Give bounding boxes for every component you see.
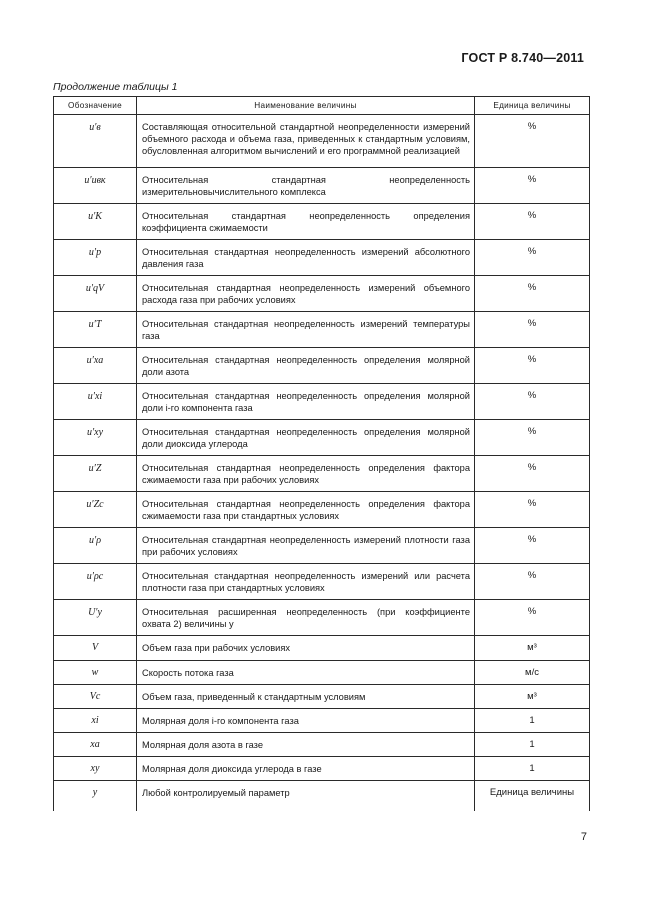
unit-cell: 1 — [475, 757, 590, 781]
name-cell: Относительная стандартная неопределенность измерительновычислительного комплекса — [137, 168, 475, 204]
symbol-cell: u′K — [54, 204, 137, 240]
unit-cell: % — [475, 312, 590, 348]
symbol-cell: u′xa — [54, 348, 137, 384]
name-cell: Относительная стандартная неопределенность определения фактора сжимаемости газа при стандартных условиях — [137, 492, 475, 528]
column-header-unit: Единица величины — [475, 97, 590, 115]
symbol-cell: u′в — [54, 115, 137, 168]
table-row — [54, 204, 590, 240]
symbol-cell: u′ивк — [54, 168, 137, 204]
table-row — [54, 492, 590, 528]
name-cell: Относительная стандартная неопределенность определения молярной доли диоксида углерода — [137, 420, 475, 456]
symbol-cell: y — [54, 781, 137, 811]
name-cell: Относительная стандартная неопределенность измерений объемного расхода газа при рабочих условиях — [137, 276, 475, 312]
unit-cell: % — [475, 240, 590, 276]
table-row — [54, 276, 590, 312]
symbol-cell: Vc — [54, 685, 137, 709]
table-row — [54, 420, 590, 456]
unit-cell: % — [475, 115, 590, 168]
name-cell: Молярная доля азота в газе — [137, 733, 475, 757]
table-row — [54, 733, 590, 757]
quantities-table — [53, 96, 590, 811]
symbol-cell: u′xi — [54, 384, 137, 420]
symbol-cell: U′y — [54, 600, 137, 636]
unit-cell: % — [475, 420, 590, 456]
table-row — [54, 528, 590, 564]
symbol-cell: w — [54, 661, 137, 685]
name-cell: Молярная доля диоксида углерода в газе — [137, 757, 475, 781]
page-number: 7 — [580, 831, 587, 843]
name-cell: Относительная стандартная неопределенность измерений плотности газа при рабочих условиях — [137, 528, 475, 564]
name-cell: Любой контролируемый параметр — [137, 781, 475, 811]
column-header-symbol: Обозначение — [54, 97, 137, 115]
symbol-cell: xy — [54, 757, 137, 781]
name-cell: Относительная стандартная неопределенность измерений температуры газа — [137, 312, 475, 348]
symbol-cell: u′T — [54, 312, 137, 348]
table-row — [54, 115, 590, 168]
name-cell: Относительная стандартная неопределенность определения коэффициента сжимаемости — [137, 204, 475, 240]
symbol-cell: u′xy — [54, 420, 137, 456]
name-cell: Относительная стандартная неопределенность определения фактора сжимаемости газа при рабочих условиях — [137, 456, 475, 492]
table-row — [54, 168, 590, 204]
symbol-cell: u′ρc — [54, 564, 137, 600]
unit-cell: % — [475, 204, 590, 240]
table-row — [54, 240, 590, 276]
unit-cell: % — [475, 528, 590, 564]
table-row — [54, 456, 590, 492]
unit-cell: 1 — [475, 733, 590, 757]
symbol-cell: u′Zc — [54, 492, 137, 528]
unit-cell: % — [475, 384, 590, 420]
unit-cell: Единица величины — [475, 781, 590, 811]
name-cell: Относительная стандартная неопределенность измерений или расчета плотности газа при стандартных условиях — [137, 564, 475, 600]
symbol-cell: u′ρ — [54, 528, 137, 564]
symbol-cell: u′Z — [54, 456, 137, 492]
symbol-cell: V — [54, 636, 137, 661]
unit-cell: м/с — [475, 661, 590, 685]
name-cell: Относительная стандартная неопределенность определения молярной доли i-го компонента газа — [137, 384, 475, 420]
table-row — [54, 709, 590, 733]
name-cell: Относительная стандартная неопределенность измерений абсолютного давления газа — [137, 240, 475, 276]
name-cell: Объем газа, приведенный к стандартным условиям — [137, 685, 475, 709]
column-header-name: Наименование величины — [137, 97, 475, 115]
unit-cell: % — [475, 456, 590, 492]
unit-cell: % — [475, 276, 590, 312]
table-row — [54, 661, 590, 685]
unit-cell: % — [475, 348, 590, 384]
table-header-row — [54, 97, 590, 115]
symbol-cell: xa — [54, 733, 137, 757]
unit-cell: % — [475, 492, 590, 528]
name-cell: Объем газа при рабочих условиях — [137, 636, 475, 661]
table-row — [54, 757, 590, 781]
symbol-cell: xi — [54, 709, 137, 733]
unit-cell: % — [475, 564, 590, 600]
table-continuation-caption: Продолжение таблицы 1 — [53, 81, 178, 93]
name-cell: Молярная доля i-го компонента газа — [137, 709, 475, 733]
symbol-cell: u′qV — [54, 276, 137, 312]
unit-cell: м³ — [475, 685, 590, 709]
unit-cell: % — [475, 168, 590, 204]
table-row — [54, 685, 590, 709]
table-row — [54, 384, 590, 420]
unit-cell: 1 — [475, 709, 590, 733]
unit-cell: % — [475, 600, 590, 636]
name-cell: Относительная расширенная неопределенность (при коэффициенте охвата 2) величины y — [137, 600, 475, 636]
symbol-cell: u′p — [54, 240, 137, 276]
document-header: ГОСТ Р 8.740—2011 — [461, 51, 584, 65]
table-row — [54, 564, 590, 600]
table-row — [54, 312, 590, 348]
table-row — [54, 636, 590, 661]
table-row — [54, 600, 590, 636]
name-cell: Скорость потока газа — [137, 661, 475, 685]
unit-cell: м³ — [475, 636, 590, 661]
table-row — [54, 348, 590, 384]
name-cell: Составляющая относительной стандартной неопределенности измерений объемного расхода и объема газа, приведенных к стандартным условиям, обусловленная алгоритмом вычислений и его программной реализацией — [137, 115, 475, 168]
table-row — [54, 781, 590, 811]
name-cell: Относительная стандартная неопределенность определения молярной доли азота — [137, 348, 475, 384]
